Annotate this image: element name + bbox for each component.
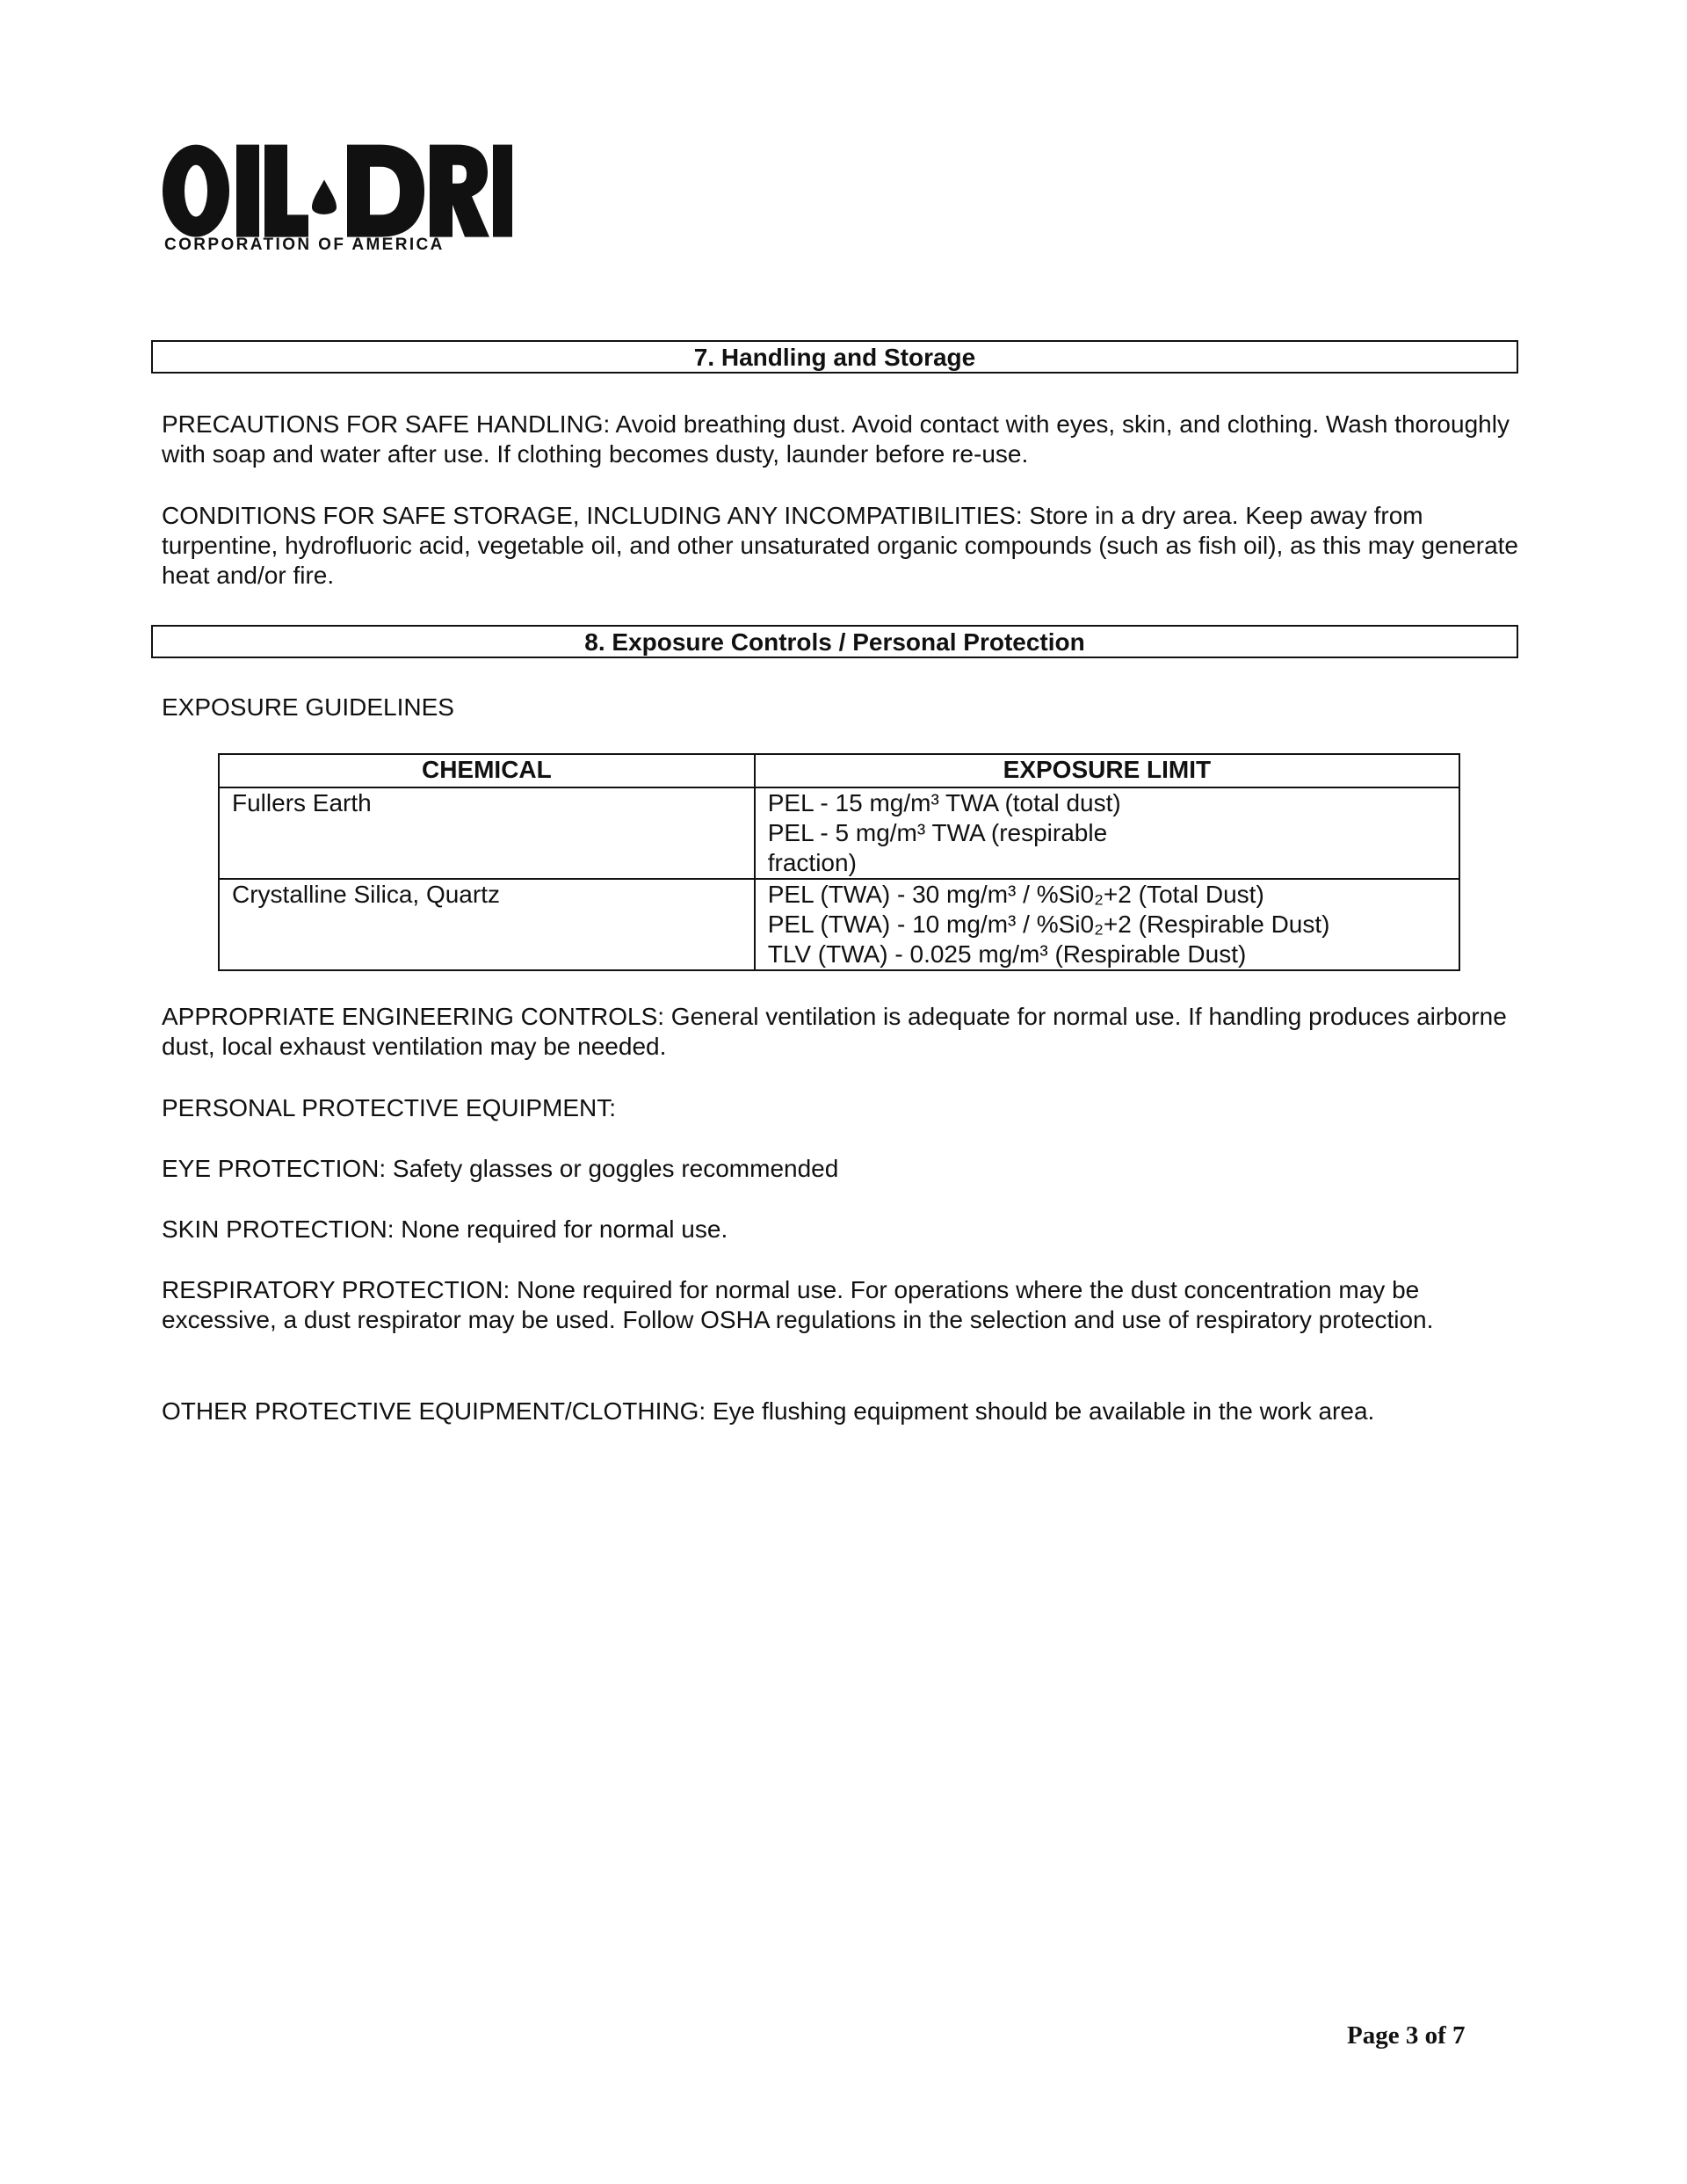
table-row <box>219 787 1459 879</box>
table-header-row <box>219 754 1459 787</box>
limit-line: fraction) <box>767 849 857 876</box>
section-7-header: 7. Handling and Storage <box>151 340 1518 374</box>
precautions-text: PRECAUTIONS FOR SAFE HANDLING: Avoid breathing dust. Avoid contact with eyes, skin, and clothing. Wash thoroughly with soap and water after use. If clothing becomes dusty, launder before re-use. <box>162 410 1510 468</box>
other-protection-text: OTHER PROTECTIVE EQUIPMENT/CLOTHING: Eye flushing equipment should be available in the work area. <box>162 1397 1375 1425</box>
logo-wordmark <box>161 134 512 244</box>
column-header-chemical: CHEMICAL <box>219 754 755 787</box>
limit-line: PEL (TWA) - 30 mg/m³ / %Si0₂+2 (Total Dust) <box>767 881 1264 908</box>
eye-protection-text: EYE PROTECTION: Safety glasses or goggles recommended <box>162 1155 839 1182</box>
storage-text: CONDITIONS FOR SAFE STORAGE, INCLUDING ANY INCOMPATIBILITIES: Store in a dry area. Keep away from turpentine, hydrofluoric acid, vegetable oil, and other unsaturated organic compounds (such as fish oil), as this may generate heat and/or fire. <box>162 502 1518 589</box>
section-8-header: 8. Exposure Controls / Personal Protection <box>151 625 1518 658</box>
exposure-table <box>218 753 1460 971</box>
limit-line: PEL - 15 mg/m³ TWA (total dust) <box>767 789 1121 816</box>
exposure-guidelines-label: EXPOSURE GUIDELINES <box>162 693 454 721</box>
exposure-limit-cell <box>755 879 1459 970</box>
respiratory-protection-text: RESPIRATORY PROTECTION: None required for normal use. For operations where the dust concentration may be excessive, a dust respirator may be used. Follow OSHA regulations in the selection and use of respiratory protection. <box>162 1276 1434 1333</box>
table-row <box>219 879 1459 970</box>
ppe-label: PERSONAL PROTECTIVE EQUIPMENT: <box>162 1094 617 1121</box>
exposure-limit-cell <box>755 787 1459 879</box>
oil-dri-logo-icon <box>161 134 512 241</box>
company-logo <box>161 134 512 257</box>
skin-protection-text: SKIN PROTECTION: None required for normal use. <box>162 1215 728 1243</box>
logo-subtitle: CORPORATION OF AMERICA <box>164 236 445 254</box>
chemical-cell: Crystalline Silica, Quartz <box>219 879 755 970</box>
limit-line: TLV (TWA) - 0.025 mg/m³ (Respirable Dust) <box>767 940 1247 968</box>
limit-line: PEL - 5 mg/m³ TWA (respirable <box>767 819 1108 846</box>
limit-line: PEL (TWA) - 10 mg/m³ / %Si0₂+2 (Respirable Dust) <box>767 911 1330 938</box>
chemical-cell: Fullers Earth <box>219 787 755 879</box>
page-number: Page 3 of 7 <box>1347 2021 1466 2050</box>
column-header-exposure-limit: EXPOSURE LIMIT <box>755 754 1459 787</box>
engineering-controls-text: APPROPRIATE ENGINEERING CONTROLS: General ventilation is adequate for normal use. If handling produces airborne dust, local exhaust ventilation may be needed. <box>162 1003 1507 1060</box>
